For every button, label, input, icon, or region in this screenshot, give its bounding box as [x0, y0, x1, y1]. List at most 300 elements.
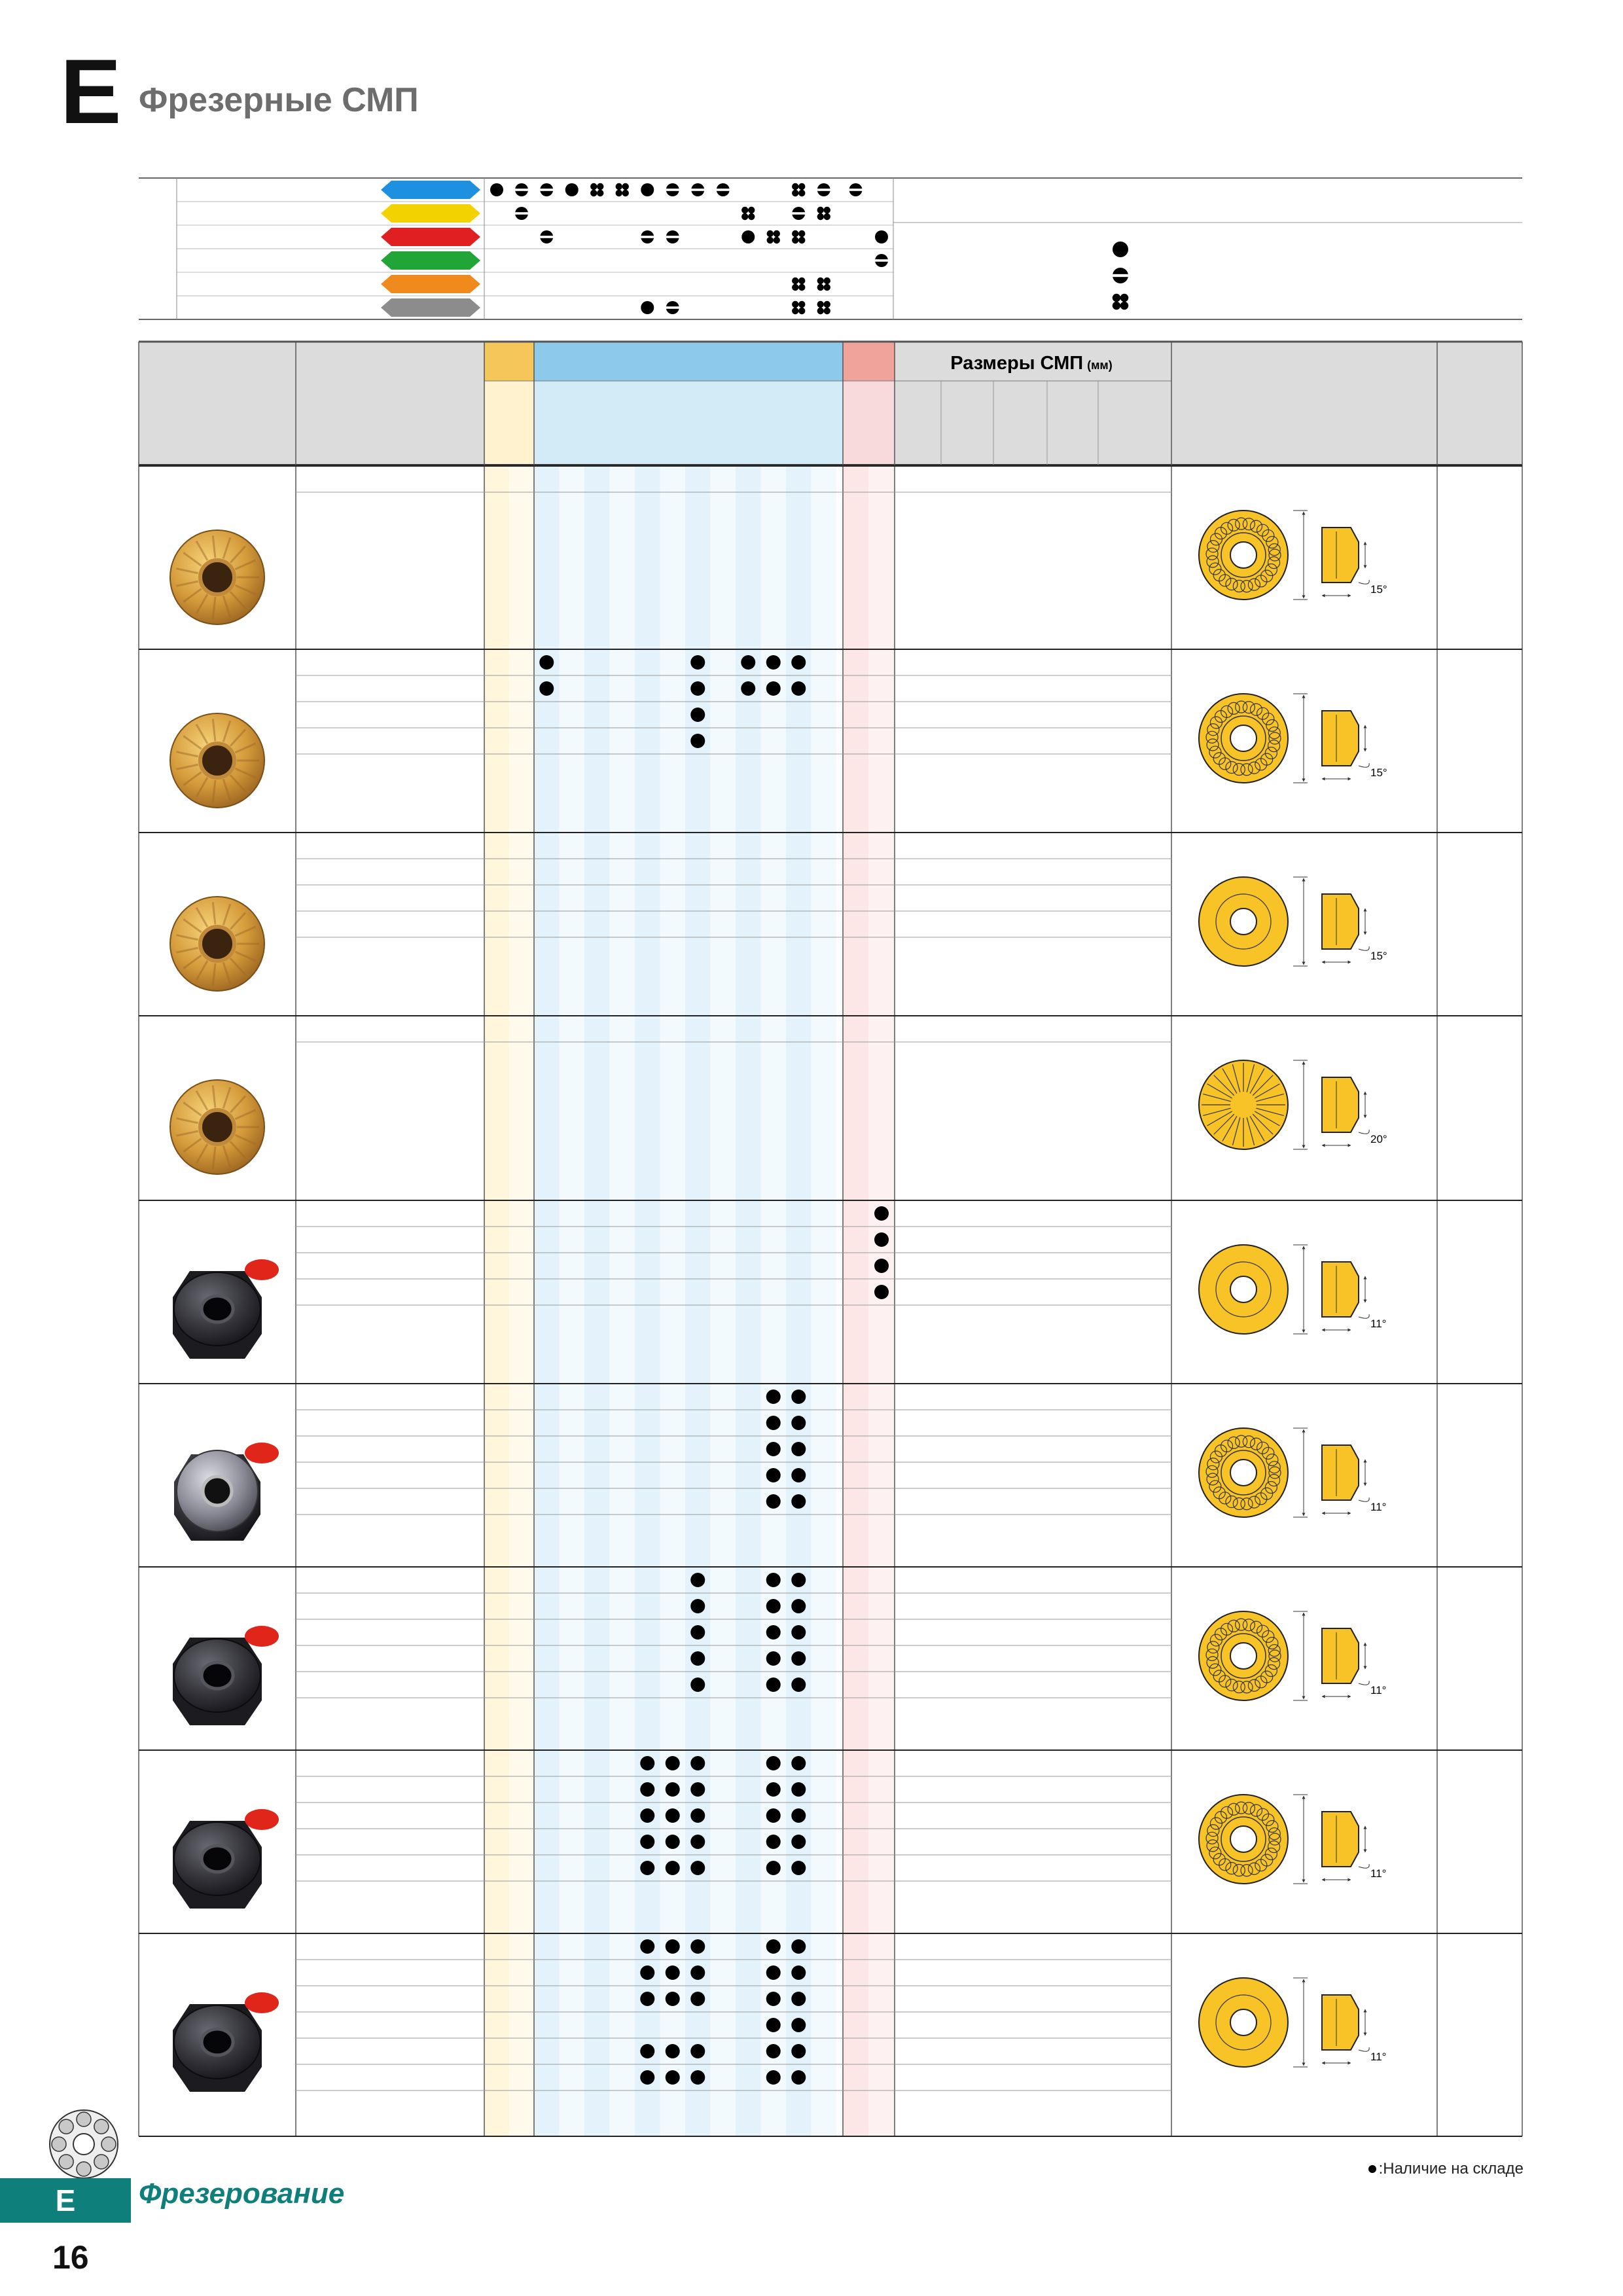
dot-shape: [766, 1992, 781, 2006]
interrupted-cut-icon: [792, 301, 805, 314]
stock-dot-icon: [766, 1861, 781, 1875]
stock-dot-icon: [690, 734, 705, 748]
stock-dot-icon: [791, 1965, 806, 1980]
new-badge-bg: [245, 1992, 279, 2013]
stock-dot-icon: [791, 2044, 806, 2058]
stock-dot-icon: [690, 2044, 705, 2058]
interrupted-cut-icon: [616, 183, 629, 196]
coated-col-bg: [711, 465, 736, 2136]
material-code-badge: [381, 298, 480, 317]
stock-dot-icon: [666, 1861, 680, 1875]
milling-cutter-icon: [50, 2110, 118, 2178]
stock-dot-icon: [766, 1599, 781, 1613]
dot-shape: [666, 1808, 680, 1823]
geometry-angle-label: 11°: [1370, 1684, 1387, 1696]
dot-shape: [791, 1651, 806, 1666]
petal-shape: [1120, 302, 1128, 310]
universal-cut-icon: [690, 183, 705, 196]
petal-shape: [792, 230, 798, 237]
stock-dot-icon: [874, 1285, 889, 1299]
dot-shape: [766, 1573, 781, 1587]
new-badge: [245, 1626, 279, 1647]
petal-shape: [824, 284, 830, 291]
new-badge: [245, 1992, 279, 2013]
cutter-insert: [52, 2137, 66, 2151]
stock-dot-icon: [791, 2070, 806, 2085]
dot-shape: [640, 1965, 654, 1980]
dot-shape: [766, 1861, 781, 1875]
material-code-badge: [381, 251, 480, 270]
dot-shape: [766, 1494, 781, 1509]
stock-legend: [1368, 2160, 1524, 2178]
dot-shape: [539, 655, 554, 670]
insert-image: [173, 1271, 262, 1359]
petal-shape: [1113, 294, 1120, 302]
petal-shape: [798, 190, 805, 196]
stock-dot-icon: [1368, 2165, 1376, 2173]
continuous-cut-icon: [641, 183, 654, 196]
dot-shape: [791, 1756, 806, 1770]
stock-dot-icon: [640, 1782, 654, 1797]
dot-shape: [690, 708, 705, 722]
stock-dot-icon: [766, 1808, 781, 1823]
petal-shape: [798, 278, 805, 284]
dot-shape: [690, 1965, 705, 1980]
interrupted-cut-icon: [817, 301, 830, 314]
stock-dot-icon: [874, 1206, 889, 1221]
dot-shape: [690, 1808, 705, 1823]
dot-shape: [766, 1390, 781, 1404]
dot-shape: [641, 183, 654, 196]
stock-dot-icon: [766, 1782, 781, 1797]
stock-dot-icon: [874, 1232, 889, 1247]
angle-arc: [1359, 1864, 1369, 1868]
stock-dot-icon: [766, 1965, 781, 1980]
stock-dot-icon: [690, 1861, 705, 1875]
continuous-cut-icon: [641, 301, 654, 314]
petal-shape: [792, 183, 798, 190]
side-view-outline: [1322, 528, 1359, 583]
coated-col-bg: [584, 465, 610, 2136]
stock-dot-icon: [791, 1939, 806, 1954]
cermet-group-bg: [484, 342, 534, 381]
stock-dot-icon: [791, 1808, 806, 1823]
universal-cut-icon: [666, 183, 680, 196]
geometry-drawing: [1199, 1795, 1386, 1884]
petal-shape: [817, 213, 824, 220]
dot-shape: [690, 1782, 705, 1797]
dot-shape: [741, 230, 755, 243]
cutter-hub: [73, 2134, 94, 2155]
dot-shape: [766, 1782, 781, 1797]
dot-shape: [875, 230, 888, 243]
gap-shape: [817, 188, 831, 191]
stock-dot-icon: [690, 2070, 705, 2085]
geometry-angle-label: 11°: [1370, 1501, 1387, 1513]
insert-image: [170, 530, 264, 624]
stock-dot-icon: [741, 681, 755, 696]
material-code-badge: [381, 228, 480, 246]
stock-dot-icon: [640, 1808, 654, 1823]
dot-shape: [640, 1756, 654, 1770]
dot-shape: [766, 2044, 781, 2058]
geometry-drawing: [1199, 694, 1387, 783]
dot-shape: [791, 1782, 806, 1797]
coated-col-bg: [610, 465, 635, 2136]
petal-shape: [748, 207, 755, 213]
geometry-drawing: [1199, 877, 1387, 966]
petal-shape: [741, 207, 748, 213]
section-letter: E: [60, 40, 122, 143]
side-view-outline: [1322, 1445, 1359, 1500]
dot-shape: [690, 2070, 705, 2085]
insert-image: [173, 1638, 262, 1725]
stock-dot-icon: [666, 1835, 680, 1849]
stock-dot-icon: [640, 1939, 654, 1954]
insert-hole: [203, 1477, 232, 1505]
stock-dot-icon: [690, 1677, 705, 1692]
angle-arc: [1359, 946, 1369, 950]
petal-shape: [767, 230, 774, 237]
dot-shape: [690, 1625, 705, 1640]
stock-dot-icon: [690, 1782, 705, 1797]
stock-dot-icon: [690, 1808, 705, 1823]
gap-shape: [666, 306, 680, 309]
new-badge: [245, 1809, 279, 1830]
new-badge-bg: [245, 1809, 279, 1830]
petal-shape: [798, 230, 805, 237]
dot-shape: [791, 1939, 806, 1954]
coated-col-bg: [635, 465, 660, 2136]
dot-shape: [766, 1416, 781, 1430]
stock-dot-icon: [766, 2070, 781, 2085]
petal-shape: [798, 284, 805, 291]
petal-shape: [817, 278, 824, 284]
stock-dot-icon: [791, 1651, 806, 1666]
universal-cut-icon: [716, 183, 730, 196]
coated-col-bg: [560, 465, 585, 2136]
dot-shape: [641, 301, 654, 314]
dot-shape: [791, 1808, 806, 1823]
universal-cut-icon: [849, 183, 863, 196]
continuous-cut-icon: [875, 230, 888, 243]
petal-shape: [1113, 302, 1120, 310]
petal-shape: [590, 190, 597, 196]
cutter-insert: [101, 2137, 116, 2151]
dot-shape: [766, 1808, 781, 1823]
dot-shape: [791, 1573, 806, 1587]
petal-shape: [824, 207, 830, 213]
geometry-drawing: [1199, 1978, 1386, 2067]
petal-shape: [616, 183, 622, 190]
dot-shape: [766, 1651, 781, 1666]
dot-shape: [791, 1494, 806, 1509]
gap-shape: [539, 188, 554, 191]
dot-shape: [666, 2070, 680, 2085]
universal-cut-icon: [791, 207, 806, 220]
dot-shape: [640, 2070, 654, 2085]
stock-dot-icon: [766, 1625, 781, 1640]
dot-shape: [874, 1232, 889, 1247]
stock-dot-icon: [690, 1756, 705, 1770]
stock-dot-icon: [690, 1599, 705, 1613]
dot-shape: [874, 1259, 889, 1273]
dot-shape: [766, 1468, 781, 1482]
new-badge: [245, 1443, 279, 1463]
side-view-outline: [1322, 711, 1359, 766]
cutter-insert: [77, 2112, 91, 2126]
section-tab[interactable]: E: [0, 2178, 131, 2223]
stock-legend-label: :Наличие на складе: [1378, 2160, 1524, 2178]
dot-shape: [690, 1677, 705, 1692]
geometry-angle-label: 15°: [1370, 766, 1387, 779]
cutter-insert: [94, 2119, 109, 2134]
universal-cut-icon: [817, 183, 831, 196]
side-view-outline: [1322, 1077, 1359, 1132]
dot-shape: [690, 1861, 705, 1875]
dot-shape: [666, 1992, 680, 2006]
petal-shape: [774, 237, 780, 243]
universal-cut-icon: [640, 230, 654, 243]
interrupted-cut-icon: [590, 183, 603, 196]
stock-dot-icon: [874, 1259, 889, 1273]
center-hole: [1230, 1826, 1257, 1852]
dot-shape: [690, 2044, 705, 2058]
stock-dot-icon: [666, 2044, 680, 2058]
dot-shape: [690, 734, 705, 748]
geometry-drawing: [1199, 511, 1387, 600]
dot-shape: [666, 1965, 680, 1980]
cutter-insert: [59, 2119, 73, 2134]
stock-dot-icon: [690, 1625, 705, 1640]
insert-image: [170, 713, 264, 808]
dot-shape: [741, 655, 755, 670]
new-badge-bg: [245, 1443, 279, 1463]
stock-dot-icon: [640, 1992, 654, 2006]
stock-dot-icon: [766, 1939, 781, 1954]
geometry-angle-label: 11°: [1370, 1318, 1387, 1330]
dot-shape: [690, 655, 705, 670]
stock-dot-icon: [791, 1494, 806, 1509]
stock-dot-icon: [766, 1442, 781, 1456]
dot-shape: [666, 1756, 680, 1770]
geometry-drawing: [1199, 1611, 1386, 1700]
petal-shape: [824, 213, 830, 220]
stock-dot-icon: [791, 2018, 806, 2032]
dot-shape: [791, 655, 806, 670]
insert-hole: [202, 1662, 233, 1689]
dot-shape: [791, 1416, 806, 1430]
center-hole: [1230, 1276, 1257, 1302]
petal-shape: [748, 213, 755, 220]
petal-shape: [622, 183, 629, 190]
stock-dot-icon: [690, 681, 705, 696]
side-view-outline: [1322, 894, 1359, 949]
petal-shape: [798, 237, 805, 243]
stock-dot-icon: [690, 655, 705, 670]
coated-col-bg: [786, 465, 812, 2136]
coated-col-bg: [761, 465, 787, 2136]
universal-cut-icon: [666, 301, 680, 314]
interrupted-cut-icon: [817, 278, 830, 291]
dot-shape: [791, 2044, 806, 2058]
petal-shape: [824, 278, 830, 284]
universal-cut-icon: [874, 254, 889, 267]
geometry-drawing: [1199, 1060, 1387, 1149]
petal-shape: [792, 190, 798, 196]
dot-shape: [690, 681, 705, 696]
dot-shape: [766, 1599, 781, 1613]
dot-shape: [766, 1442, 781, 1456]
continuous-cut-icon: [565, 183, 579, 196]
page-title: Фрезерные СМП: [139, 81, 419, 119]
new-badge: [245, 1259, 279, 1280]
stock-dot-icon: [666, 1756, 680, 1770]
interrupted-cut-icon: [817, 207, 830, 220]
stock-dot-icon: [791, 1416, 806, 1430]
geometry-angle-label: 11°: [1370, 1867, 1387, 1880]
stock-dot-icon: [741, 655, 755, 670]
dims-title: Размеры СМП: [950, 353, 1084, 374]
dot-shape: [791, 1861, 806, 1875]
stock-dot-icon: [690, 1573, 705, 1587]
angle-arc: [1359, 1130, 1369, 1134]
petal-shape: [817, 301, 824, 308]
stock-dot-icon: [791, 1835, 806, 1849]
stock-dot-icon: [766, 2018, 781, 2032]
dims-unit: (мм): [1087, 359, 1113, 372]
angle-arc: [1359, 580, 1369, 584]
insert-hole: [200, 744, 234, 778]
stock-dot-icon: [791, 1442, 806, 1456]
interrupted-cut-icon: [1113, 294, 1128, 310]
stock-dot-icon: [766, 1390, 781, 1404]
petal-shape: [798, 301, 805, 308]
stock-dot-icon: [791, 1677, 806, 1692]
geometry-angle-label: 11°: [1370, 2051, 1387, 2063]
dot-shape: [791, 1390, 806, 1404]
dot-shape: [666, 1861, 680, 1875]
dot-shape: [690, 1651, 705, 1666]
interrupted-cut-icon: [767, 230, 780, 243]
dot-shape: [539, 681, 554, 696]
dot-shape: [640, 1939, 654, 1954]
petal-shape: [774, 230, 780, 237]
universal-cut-icon: [539, 183, 554, 196]
stock-dot-icon: [640, 1756, 654, 1770]
stock-dot-icon: [791, 1756, 806, 1770]
petal-shape: [597, 190, 603, 196]
insert-image: [170, 897, 264, 991]
dot-shape: [766, 1756, 781, 1770]
stock-dot-icon: [640, 1835, 654, 1849]
dot-shape: [640, 1835, 654, 1849]
side-view-outline: [1322, 1995, 1359, 2050]
dot-shape: [791, 1442, 806, 1456]
cutter-insert: [94, 2155, 109, 2169]
dot-shape: [741, 681, 755, 696]
side-view-outline: [1322, 1628, 1359, 1683]
stock-dot-icon: [766, 1992, 781, 2006]
gap-shape: [716, 188, 730, 191]
insert-hole: [202, 2029, 233, 2055]
stock-dot-icon: [791, 1599, 806, 1613]
insert-image: [173, 1821, 262, 1909]
gap-shape: [539, 236, 554, 238]
center-hole: [1230, 2009, 1257, 2036]
stock-dot-icon: [791, 1468, 806, 1482]
dot-shape: [791, 1599, 806, 1613]
geometry-angle-label: 15°: [1370, 950, 1387, 962]
dot-shape: [766, 1939, 781, 1954]
stock-dot-icon: [666, 1782, 680, 1797]
petal-shape: [817, 207, 824, 213]
center-hole: [1230, 908, 1257, 935]
continuous-cut-icon: [741, 230, 755, 243]
insert-hole: [202, 1846, 233, 1872]
dot-shape: [690, 1599, 705, 1613]
dot-shape: [1113, 242, 1128, 257]
material-code-badge: [381, 181, 480, 199]
stock-dot-icon: [690, 1939, 705, 1954]
insert-image: [174, 1450, 260, 1541]
insert-hole: [200, 560, 234, 594]
dot-shape: [766, 2018, 781, 2032]
dot-shape: [690, 1939, 705, 1954]
petal-shape: [741, 213, 748, 220]
dot-shape: [791, 1965, 806, 1980]
universal-cut-icon: [514, 183, 529, 196]
petal-shape: [817, 308, 824, 314]
stock-dot-icon: [791, 1390, 806, 1404]
side-view-outline: [1322, 1262, 1359, 1317]
gap-shape: [1112, 274, 1129, 277]
geometry-angle-label: 15°: [1370, 583, 1387, 596]
gap-shape: [690, 188, 705, 191]
stock-dot-icon: [766, 1835, 781, 1849]
center-hole: [1230, 1460, 1257, 1486]
universal-cut-icon: [539, 230, 554, 243]
gap-shape: [791, 212, 806, 215]
insert-hole: [200, 1110, 234, 1144]
dot-shape: [791, 2018, 806, 2032]
stock-dot-icon: [640, 1965, 654, 1980]
stock-dot-icon: [640, 2070, 654, 2085]
dot-shape: [766, 2070, 781, 2085]
geometry-drawing: [1199, 1245, 1386, 1334]
angle-arc: [1359, 1314, 1369, 1318]
coated-col-bg: [660, 465, 686, 2136]
petal-shape: [1120, 294, 1128, 302]
dot-shape: [666, 1782, 680, 1797]
stock-dot-icon: [666, 1939, 680, 1954]
dot-shape: [640, 1782, 654, 1797]
dot-shape: [666, 2044, 680, 2058]
petal-shape: [824, 308, 830, 314]
continuous-cut-icon: [1113, 242, 1128, 257]
dot-shape: [766, 1965, 781, 1980]
stock-dot-icon: [791, 655, 806, 670]
interrupted-cut-icon: [792, 183, 805, 196]
dot-shape: [690, 1573, 705, 1587]
stock-dot-icon: [666, 1965, 680, 1980]
stock-dot-icon: [766, 1416, 781, 1430]
gap-shape: [514, 188, 529, 191]
universal-cut-icon: [666, 230, 680, 243]
gap-shape: [874, 259, 889, 262]
stock-dot-icon: [791, 1782, 806, 1797]
new-badge-bg: [245, 1259, 279, 1280]
